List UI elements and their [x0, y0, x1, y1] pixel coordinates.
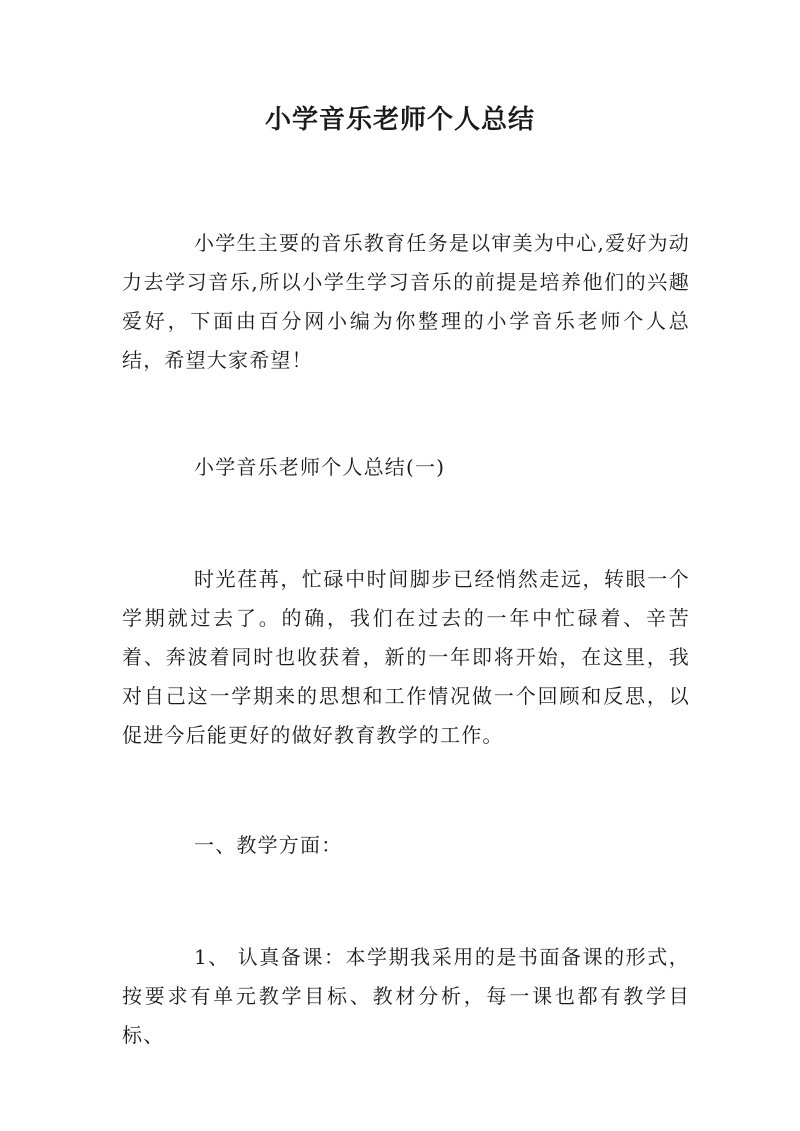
- subsection-heading: 一、教学方面：: [194, 833, 343, 857]
- intro-paragraph: 小学生主要的音乐教育任务是以审美为中心,爱好为动力去学习音乐,所以小学生学习音乐的前提是培养他们的兴趣爱好，下面由百分网小编为你整理的小学音乐老师个人总结，希望大家希望！: [122, 231, 690, 372]
- section-heading: 小学音乐老师个人总结(一): [194, 455, 446, 479]
- document-title: 小学音乐老师个人总结: [264, 105, 535, 135]
- list-item-paragraph: 1、 认真备课：本学期我采用的是书面备课的形式，按要求有单元教学目标、教材分析，每一课也都有教学目标、: [122, 945, 690, 1047]
- body-paragraph: 时光荏苒，忙碌中时间脚步已经悄然走远，转眼一个学期就过去了。的确，我们在过去的一年中忙碌着、辛苦着、奔波着同时也收获着，新的一年即将开始，在这里，我对自己这一学期来的思想和工作情况做一个回顾和反思，以促进今后能更好的做好教育教学的工作。: [122, 567, 690, 747]
